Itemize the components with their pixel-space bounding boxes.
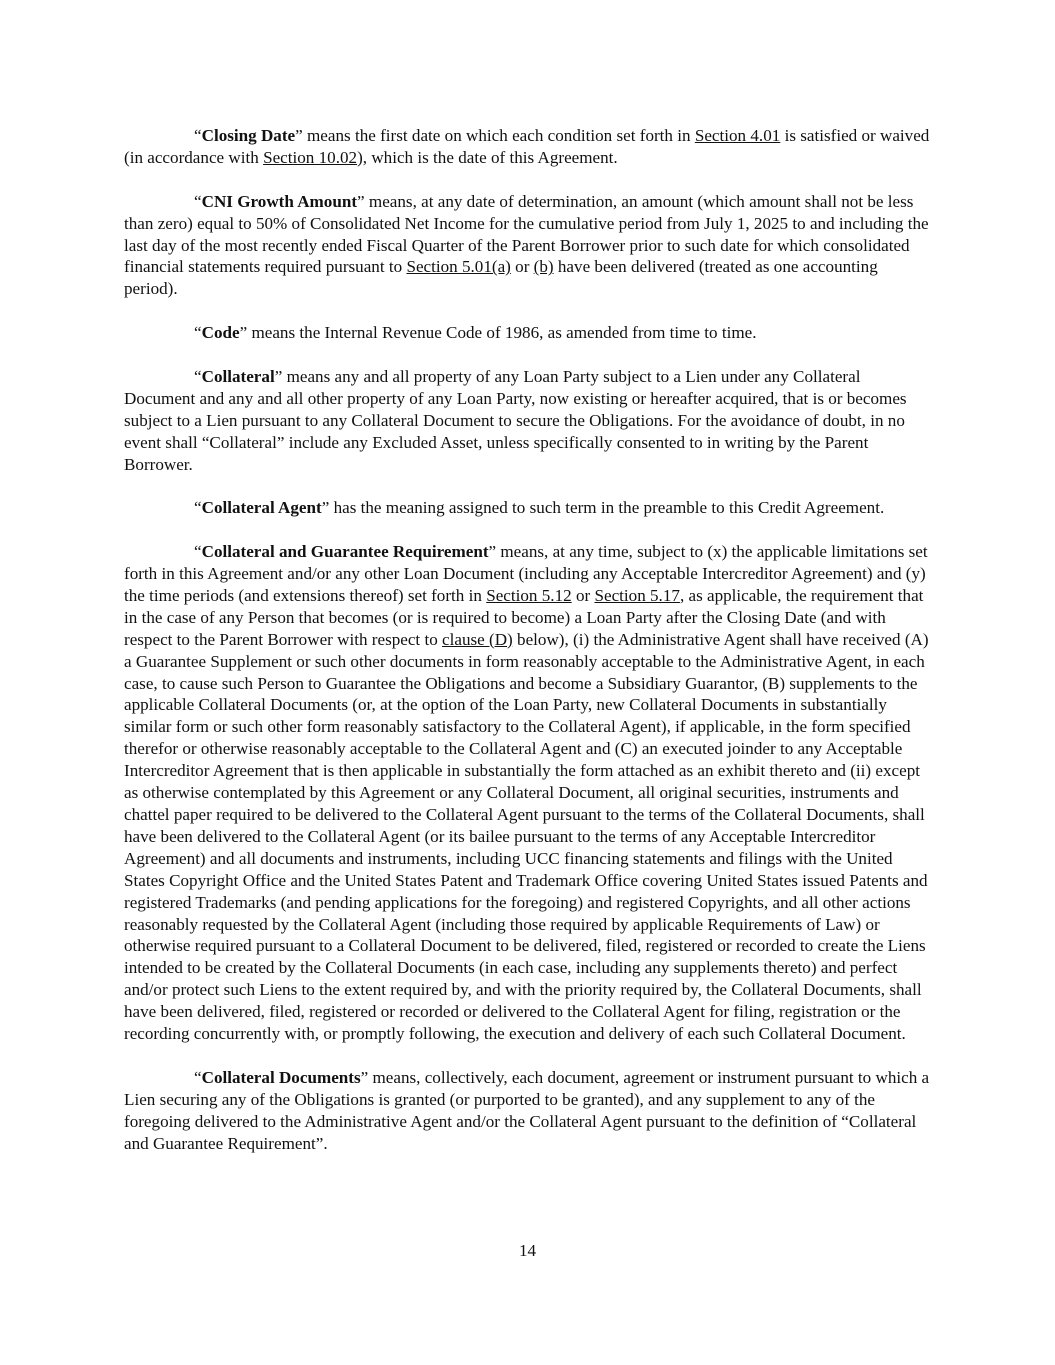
definition-collateral-and-guarantee-requirement	[124, 541, 932, 1045]
document-page	[124, 125, 932, 1176]
definition-text: “	[194, 126, 202, 145]
definition-cni-growth-amount	[124, 191, 932, 301]
definition-text: “	[194, 366, 202, 386]
definition-text: below), (i) the Administrative Agent shall have received (A) a Guarantee Supplement or such other documents in form reasonably acceptable to the Administrative Agent, in each case, to cause such Person to Guarantee the Obligations and become a Subsidiary Guarantor, (B) supplements to the applicable Collateral Documents (or, at the option of the Loan Party, new Collateral Documents in substantially similar form or such other form reasonably satisfactory to the Collateral Agent), if applicable, in the form specified therefor or otherwise reasonably acceptable to the Collateral Agent and (C) an executed joinder to any Acceptable Intercreditor Agreement that is then applicable in substantially the form attached as an exhibit thereto and (ii) except as otherwise contemplated by this Agreement or any Collateral Document, all original securities, instruments and chattel paper required to be delivered to the Collateral Agent pursuant to the terms of the Collateral Documents, shall have been delivered to the Collateral Agent (or its bailee pursuant to the terms of any Acceptable Intercreditor Agreement) and all documents and instruments, including UCC financing statements and filings with the United States Copyright Office and the United States Patent and Trademark Office covering United States issued Patents and registered Trademarks (and pending applications for the foregoing) and registered Copyrights, and all other actions reasonably requested by the Collateral Agent (including those required by applicable Requirements of Law) or otherwise required pursuant to a Collateral Document to be delivered, filed, registered or recorded to create the Liens intended to be created by the Collateral Documents (in each case, including any supplements thereto) and perfect and/or protect such Liens to the extent required by, and with the priority required by, the Collateral Documents, shall have been delivered, filed, registered or recorded or delivered to the Collateral Agent for filing, registration or the recording concurrently with, or promptly following, the execution and delivery of each such Collateral Document.	[124, 629, 929, 1044]
definition-text: or	[510, 257, 534, 277]
defined-term: Collateral and Guarantee Requirement	[201, 542, 489, 562]
definition-text: ” means, collectively, each document, agreement or instrument pursuant to which a Lien securing any of the Obligations is granted (or purported to be granted), and any supplement to any of the foregoing delivered to the Administrative Agent and/or the Collateral Agent pursuant to the definition of “Collateral and Guarantee Requirement”.	[124, 1067, 930, 1153]
definition-text: “	[194, 191, 202, 211]
definition-text: is satisfied or waived (in accordance with	[124, 126, 930, 167]
section-reference: clause (D)	[442, 629, 513, 649]
definition-text: “	[194, 1067, 202, 1087]
section-reference: Section 4.01	[694, 126, 781, 145]
section-reference: Section 5.12	[486, 585, 572, 605]
definition-text: ” means, at any time, subject to (x) the applicable limitations set forth in this Agreement and/or any other Loan Document (including any Acceptable Intercreditor Agreement) and (y) the time periods (and extensions thereof) set forth in	[124, 542, 928, 605]
definition-text: ” means the first date on which each condition set forth in	[295, 126, 695, 145]
section-reference: (b)	[533, 257, 554, 277]
defined-term: Collateral Agent	[201, 498, 322, 518]
defined-term: Closing Date	[201, 126, 296, 145]
definition-text: ” means the Internal Revenue Code of 1986, as amended from time to time.	[239, 323, 757, 343]
page-number: 14	[518, 1241, 537, 1260]
definition-text: “	[194, 323, 202, 343]
section-reference: Section 5.17	[594, 585, 680, 605]
definition-collateral-documents	[124, 1067, 932, 1155]
definition-text: have been delivered (treated as one accounting period).	[124, 257, 878, 299]
definition-text: , as applicable, the requirement that in the case of any Person that becomes (or is required to become) a Loan Party after the Closing Date (and with respect to the Parent Borrower with respect to	[124, 585, 924, 649]
definition-collateral	[124, 366, 932, 476]
definition-text: or	[571, 585, 595, 605]
definition-text: ” has the meaning assigned to such term in the preamble to this Credit Agreement.	[321, 498, 885, 518]
definition-text: “	[194, 498, 202, 518]
definitions-list	[124, 125, 932, 1155]
definition-text: ” means, at any date of determination, an amount (which amount shall not be less than zero) equal to 50% of Consolidated Net Income for the cumulative period from July 1, 2025 to and including the last day of the most recently ended Fiscal Quarter of the Parent Borrower prior to such date for which consolidated financial statements required pursuant to	[124, 191, 929, 277]
section-reference: Section 10.02	[263, 147, 358, 167]
definition-code	[124, 322, 932, 344]
section-reference: Section 5.01(a)	[406, 257, 511, 277]
defined-term: Collateral	[201, 366, 275, 386]
defined-term: CNI Growth Amount	[201, 191, 358, 211]
definition-closing-date	[124, 125, 932, 169]
defined-term: Collateral Documents	[201, 1067, 361, 1087]
defined-term: Code	[201, 323, 240, 343]
definition-text: ” means any and all property of any Loan Party subject to a Lien under any Collateral Document and any and all other property of any Loan Party, now existing or hereafter acquired, that is or becomes subject to a Lien pursuant to any Collateral Document to secure the Obligations. For the avoidance of doubt, in no event shall “Collateral” include any Excluded Asset, unless specifically consented to in writing by the Parent Borrower.	[124, 366, 907, 474]
definition-text: “	[194, 542, 202, 562]
definition-collateral-agent	[124, 497, 932, 519]
definition-text: ), which is the date of this Agreement.	[357, 147, 618, 167]
